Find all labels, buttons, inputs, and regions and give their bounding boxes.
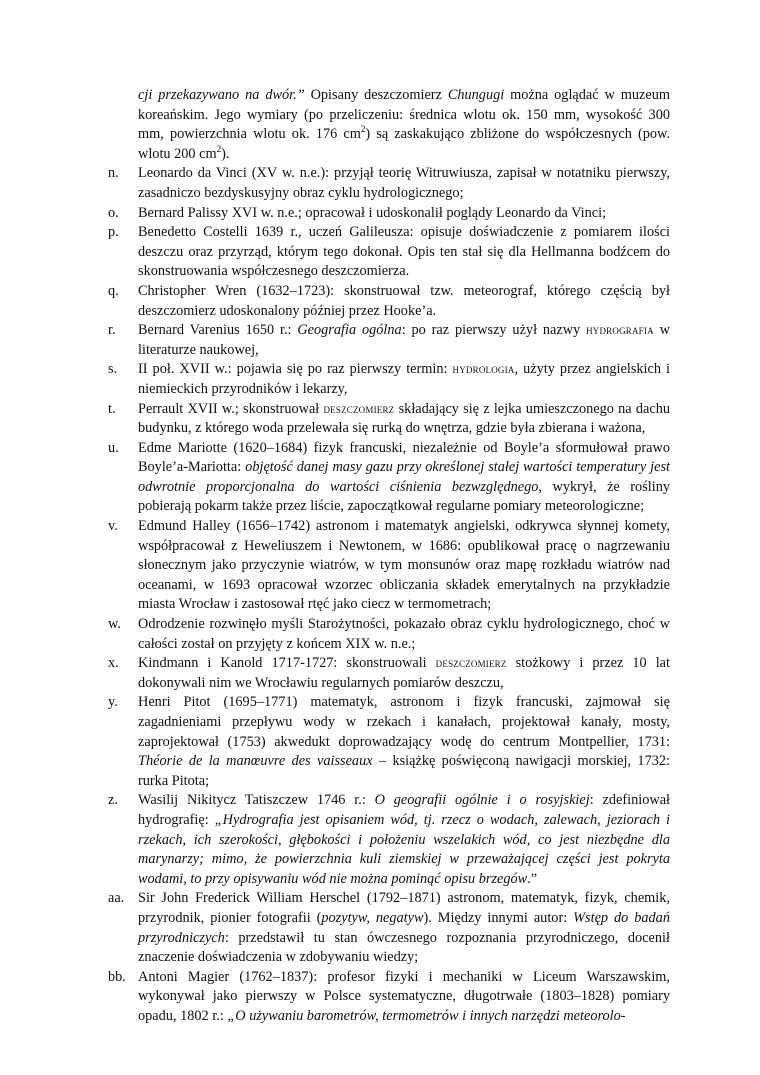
- list-text: Edme Mariotte (1620–1684) fizyk francuski, niezależnie od Boyle’a sformułował prawo Boyle’a-Mariotta: objętość danej masy gazu przy określonej stałej wartości temperatury jest odwrotnie proporcjonalna do wartości ciśnienia bezwzględnego, wykrył, że rośliny pobierają pokarm także przez liście, zapoczątkował regularne pomiary meteorologiczne;: [138, 439, 671, 515]
- list-item-n: [108, 164, 670, 203]
- list-label: bb.: [108, 968, 126, 985]
- list-text: Perrault XVII w.; skonstruował deszczomierz składający się z lejka umieszczonego na dachu budynku, z którego woda przelewała się rurką do wnętrza, gdzie była zbierana i ważona,: [138, 400, 670, 437]
- intro-quote: cji przekazywano na dwór.”: [138, 87, 305, 103]
- list-label: v.: [108, 518, 118, 535]
- list-item-x: [108, 654, 670, 693]
- list-text: Bernard Varenius 1650 r.: Geografia ogólna: po raz pierwszy użył nazwy hydrografia w literaturze naukowej,: [138, 322, 670, 358]
- list-text: Henri Pitot (1695–1771) matematyk, astronom i fizyk francuski, zajmował się zagadnieniami przepływu wody w rzekach i kanałach, projektował kanały, mosty, zaprojektował (1753) akwedukt doprowadzający wodę do centrum Montpellier, 1731: Théorie de la manœuvre des vaisseaux – książkę poświęconą nawigacji morskiej, 1732: rurka Pitota;: [138, 694, 671, 789]
- intro-paragraph: cji przekazywano na dwór.” Opisany deszczomierz Chungugi można oglądać w muzeum koreańskim. Jego wymiary (po przeliczeniu: średnica wlotu ok. 150 mm, wysokość 300 mm, powierzchnia wlotu ok. 176 $cm^2$) są zaskakująco zbliżone do współczesnych (pow. wlotu 200 $cm^2$).: [138, 87, 671, 162]
- term-hydrologia: hydrologia: [452, 362, 515, 377]
- list-item-y: [108, 693, 670, 791]
- list-item-t: [108, 400, 670, 439]
- list-item-w: [108, 615, 670, 654]
- list-text: Wasilij Nikitycz Tatiszczew 1746 r.: O geografii ogólnie i o rosyjskiej: zdefiniował hydrografię: „Hydrografia jest opisaniem wód, tj. rzecz o wodach, zalewach, jeziorach i rzekach, ich szerokości, głębokości i położeniu wszelakich wód, co jest niezbędne dla marynarzy; mimo, że powierzchnia kuli ziemskiej w przeważającej części jest pokryta wodami, to przy opisywaniu wód nie można pominąć opisu brzegów.”: [138, 792, 671, 887]
- list-text: Benedetto Costelli 1639 r., uczeń Galileusza: opisuje doświadczenie z pomiarem ilości deszczu oraz przyrząd, którym tego dokonał. Opis ten stał się dla Hellmanna bodźcem do skonstruowania współczesnego deszczomierza.: [138, 224, 670, 280]
- list-label: t.: [108, 400, 116, 417]
- list-label: o.: [108, 204, 119, 221]
- list-item-s: [108, 360, 670, 399]
- list-text: Christopher Wren (1632–1723): skonstruował tzw. meteorograf, którego częścią był deszczomierz udoskonalony później przez Hooke’a.: [138, 282, 670, 319]
- list-item-o: [108, 204, 670, 224]
- list-text: II poł. XVII w.: pojawia się po raz pierwszy termin: hydrologia, użyty przez angielskich i niemieckich przyrodników i lekarzy,: [138, 361, 670, 397]
- list-text: Leonardo da Vinci (XV w. n.e.): przyjął teorię Witruwiusza, zapisał w notatniku pierwszy, zasadniczo bezdyskusyjny obraz cyklu hydrologicznego;: [138, 165, 670, 201]
- term-deszczomierz: deszczomierz: [323, 401, 395, 416]
- list-label: n.: [108, 165, 119, 182]
- list-label: q.: [108, 282, 119, 299]
- list-label: u.: [108, 439, 119, 456]
- list-label: s.: [108, 361, 118, 378]
- page-content: [108, 86, 670, 1027]
- list-item-bb: [108, 968, 670, 1027]
- list-text: Sir John Frederick William Herschel (1792–1871) astronom, matematyk, fizyk, chemik, przyrodnik, pionier fotografii (pozytyw, negatyw). Między innymi autor: Wstęp do badań przyrodniczych: przedstawił tu stan ówczesnego rozpoznania przyrodniczego, docenił znaczenie doświadczenia w zdobywaniu wiedzy;: [138, 890, 670, 966]
- list-label: x.: [108, 655, 119, 672]
- list-item-r: [108, 321, 670, 360]
- list-label: z.: [108, 792, 118, 809]
- term-hydrografia: hydrografia: [586, 323, 654, 338]
- list-text: Odrodzenie rozwinęło myśli Starożytności, pokazało obraz cyklu hydrologicznego, choć w całości został on przyjęty z końcem XIX w. n.e.;: [138, 616, 670, 652]
- list-text: Bernard Palissy XVI w. n.e.; opracował i udoskonalił poglądy Leonardo da Vinci;: [138, 204, 607, 221]
- list-label: r.: [108, 322, 116, 339]
- list-item-z: [108, 791, 670, 889]
- list-label: aa.: [108, 890, 125, 907]
- list-label: w.: [108, 616, 121, 633]
- list-item-aa: [108, 889, 670, 967]
- list-text: Antoni Magier (1762–1837): profesor fizyki i mechaniki w Liceum Warszawskim, wykonywał jako pierwszy w Polsce systematyczne, długotrwałe (1803–1828) pomiary opadu, 1802 r.: „O używaniu barometrów, termometrów i innych narzędzi meteorolo-: [138, 968, 670, 1024]
- list-text: Kindmann i Kanold 1717-1727: skonstruowali deszczomierz stożkowy i przez 10 lat dokonywali nim we Wrocławiu regularnych pomiarów deszczu,: [138, 655, 670, 691]
- list-label: y.: [108, 694, 118, 711]
- list-text: Edmund Halley (1656–1742) astronom i matematyk angielski, odkrywca słynnej komety, współpracował z Heweliuszem i Newtonem, w 1686: opublikował pracę o nagrzewaniu słonecznym jako przyczynie wiatrów, w tym monsunów oraz mapę rozkładu wiatrów nad oceanami, w 1693 opracował wzorzec obliczania składek emerytalnych na przykładzie miasta Wrocław i zastosował rtęć jako ciecz w termometrach;: [138, 518, 670, 613]
- term-deszczomierz: deszczomierz: [435, 656, 507, 671]
- list-item-p: [108, 223, 670, 282]
- list-item-u: [108, 439, 670, 517]
- list-item-q: [108, 282, 670, 321]
- list-item-v: [108, 517, 670, 615]
- list-label: p.: [108, 224, 119, 241]
